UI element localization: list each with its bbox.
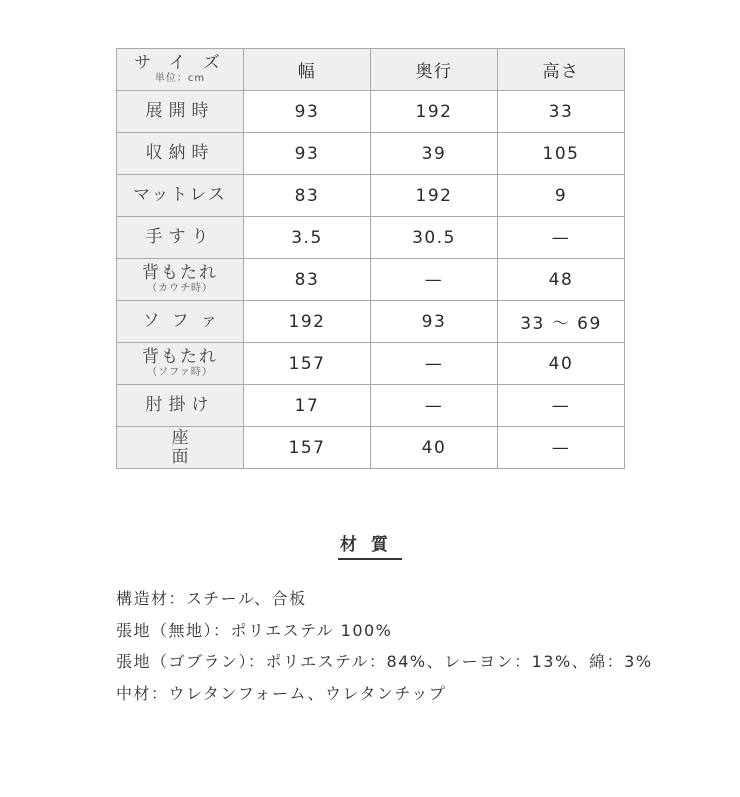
cell-height: — (498, 217, 625, 259)
cell-depth: 39 (371, 133, 498, 175)
row-label: 収納時 (145, 143, 215, 163)
cell-height: 33 (498, 91, 625, 133)
cell-height: 40 (498, 343, 625, 385)
table-row (117, 343, 625, 385)
row-label: 座面 (171, 427, 233, 467)
row-label-cell (117, 175, 244, 217)
row-sublabel: （ソファ時） (147, 367, 213, 378)
table-row (117, 259, 625, 301)
cell-height: — (498, 427, 625, 469)
header-size-cell (117, 49, 244, 91)
row-label-cell (117, 91, 244, 133)
header-size-label: サ イ ズ (134, 53, 226, 73)
row-label: 背もたれ (142, 263, 218, 283)
cell-depth: 40 (371, 427, 498, 469)
cell-width: 83 (244, 175, 371, 217)
row-sublabel: （カウチ時） (147, 283, 213, 294)
row-label: マットレス (133, 185, 227, 205)
cell-height: 105 (498, 133, 625, 175)
row-label: 手すり (145, 227, 215, 247)
cell-width: 17 (244, 385, 371, 427)
cell-depth: 192 (371, 175, 498, 217)
table-row (117, 427, 625, 469)
row-label-cell (117, 427, 244, 469)
row-label: 展開時 (145, 101, 215, 121)
cell-width: 192 (244, 301, 371, 343)
table-row (117, 301, 625, 343)
material-item: 構造材：スチール、合板 (116, 589, 307, 608)
cell-depth: — (371, 343, 498, 385)
table-row (117, 385, 625, 427)
materials-list (116, 583, 653, 709)
cell-width: 83 (244, 259, 371, 301)
row-label-cell (117, 301, 244, 343)
cell-width: 3.5 (244, 217, 371, 259)
table-header-row (117, 49, 625, 91)
row-label-cell (117, 343, 244, 385)
header-unit-label: 単位：cm (154, 73, 206, 84)
header-depth: 奥行 (371, 49, 498, 91)
row-label-cell (117, 217, 244, 259)
cell-depth: — (371, 259, 498, 301)
cell-height: — (498, 385, 625, 427)
cell-depth: 192 (371, 91, 498, 133)
row-label: 肘掛け (145, 395, 215, 415)
heading-underline (338, 558, 402, 560)
material-item: 張地（ゴブラン）：ポリエステル：84%、レーヨン：13%、綿：3% (116, 652, 653, 671)
cell-depth: 30.5 (371, 217, 498, 259)
size-spec-table (116, 48, 625, 469)
cell-height: 33 ～ 69 (498, 301, 625, 343)
table-row (117, 91, 625, 133)
row-label: ソファ (142, 311, 230, 331)
header-height: 高さ (498, 49, 625, 91)
cell-width: 93 (244, 133, 371, 175)
row-label-cell (117, 133, 244, 175)
materials-heading: 材質 (340, 535, 402, 555)
material-item: 中材：ウレタンフォーム、ウレタンチップ (116, 683, 447, 703)
row-label-cell (117, 259, 244, 301)
row-label: 背もたれ (142, 347, 218, 367)
material-item: 張地（無地）：ポリエステル 100% (116, 620, 393, 640)
table-row (117, 133, 625, 175)
cell-width: 93 (244, 91, 371, 133)
cell-depth: — (371, 385, 498, 427)
cell-width: 157 (244, 427, 371, 469)
cell-depth: 93 (371, 301, 498, 343)
row-label-cell (117, 385, 244, 427)
cell-height: 48 (498, 259, 625, 301)
header-width: 幅 (244, 49, 371, 91)
table-row (117, 175, 625, 217)
cell-height: 9 (498, 175, 625, 217)
cell-width: 157 (244, 343, 371, 385)
table-row (117, 217, 625, 259)
